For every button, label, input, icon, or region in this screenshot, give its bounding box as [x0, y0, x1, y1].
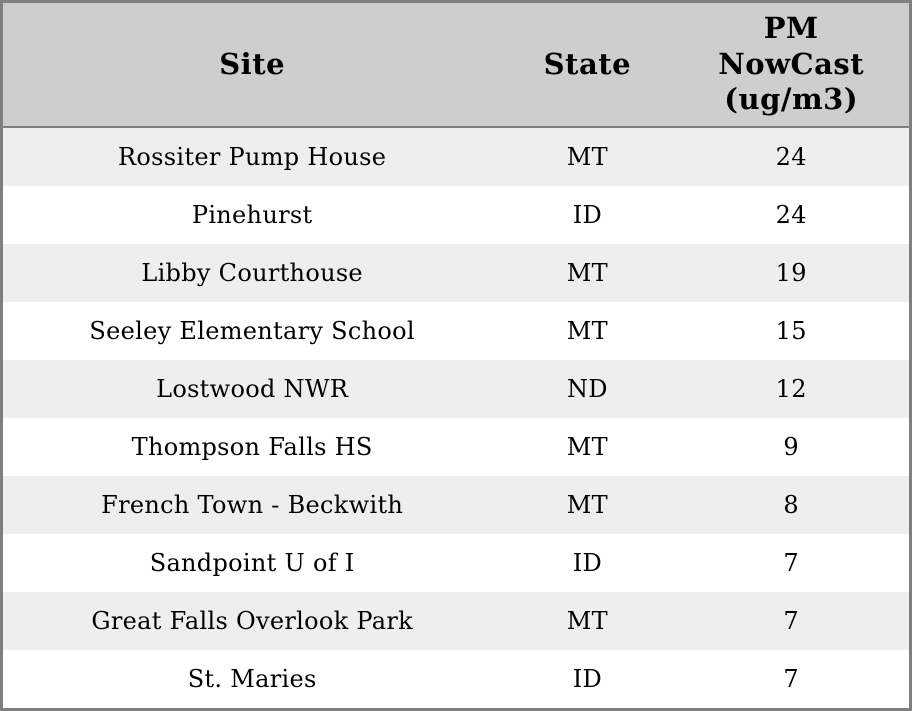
- cell-pm: 12: [775, 375, 807, 403]
- table-body: [3, 128, 909, 708]
- cell-pm: 9: [783, 433, 799, 461]
- cell-state: MT: [566, 259, 608, 287]
- table-row: [3, 128, 909, 186]
- table-row: [3, 418, 909, 476]
- cell-site: Libby Courthouse: [141, 259, 363, 287]
- cell-pm: 7: [783, 607, 799, 635]
- cell-state: MT: [566, 433, 608, 461]
- cell-state: MT: [566, 491, 608, 519]
- cell-state: MT: [566, 317, 608, 345]
- table-row: [3, 360, 909, 418]
- cell-site: Sandpoint U of I: [149, 549, 355, 577]
- cell-state: ND: [566, 375, 608, 403]
- table-row: [3, 186, 909, 244]
- table-row: [3, 650, 909, 708]
- column-header-state-label: State: [543, 46, 632, 81]
- cell-state: ID: [572, 549, 603, 577]
- cell-site: Seeley Elementary School: [89, 317, 415, 345]
- cell-site: Pinehurst: [191, 201, 313, 229]
- cell-site: Great Falls Overlook Park: [91, 607, 413, 635]
- table-header-row: [3, 3, 909, 128]
- cell-pm: 19: [775, 259, 807, 287]
- cell-pm: 15: [775, 317, 807, 345]
- column-header-site: [3, 3, 501, 126]
- cell-site: Lostwood NWR: [156, 375, 349, 403]
- column-header-pm-nowcast: [673, 3, 909, 126]
- table-row: [3, 302, 909, 360]
- column-header-pm-nowcast-label: PM NowCast (ug/m3): [718, 10, 865, 117]
- cell-site: Rossiter Pump House: [118, 143, 387, 171]
- column-header-state: [501, 3, 673, 126]
- table-row: [3, 244, 909, 302]
- cell-pm: 24: [775, 201, 807, 229]
- table-row: [3, 476, 909, 534]
- column-header-site-label: Site: [219, 46, 286, 81]
- cell-state: MT: [566, 143, 608, 171]
- table-row: [3, 592, 909, 650]
- cell-state: ID: [572, 201, 603, 229]
- cell-state: ID: [572, 665, 603, 693]
- cell-pm: 8: [783, 491, 799, 519]
- cell-pm: 7: [783, 665, 799, 693]
- cell-pm: 7: [783, 549, 799, 577]
- cell-state: MT: [566, 607, 608, 635]
- cell-pm: 24: [775, 143, 807, 171]
- table-row: [3, 534, 909, 592]
- cell-site: French Town - Beckwith: [101, 491, 404, 519]
- cell-site: St. Maries: [187, 665, 317, 693]
- cell-site: Thompson Falls HS: [131, 433, 373, 461]
